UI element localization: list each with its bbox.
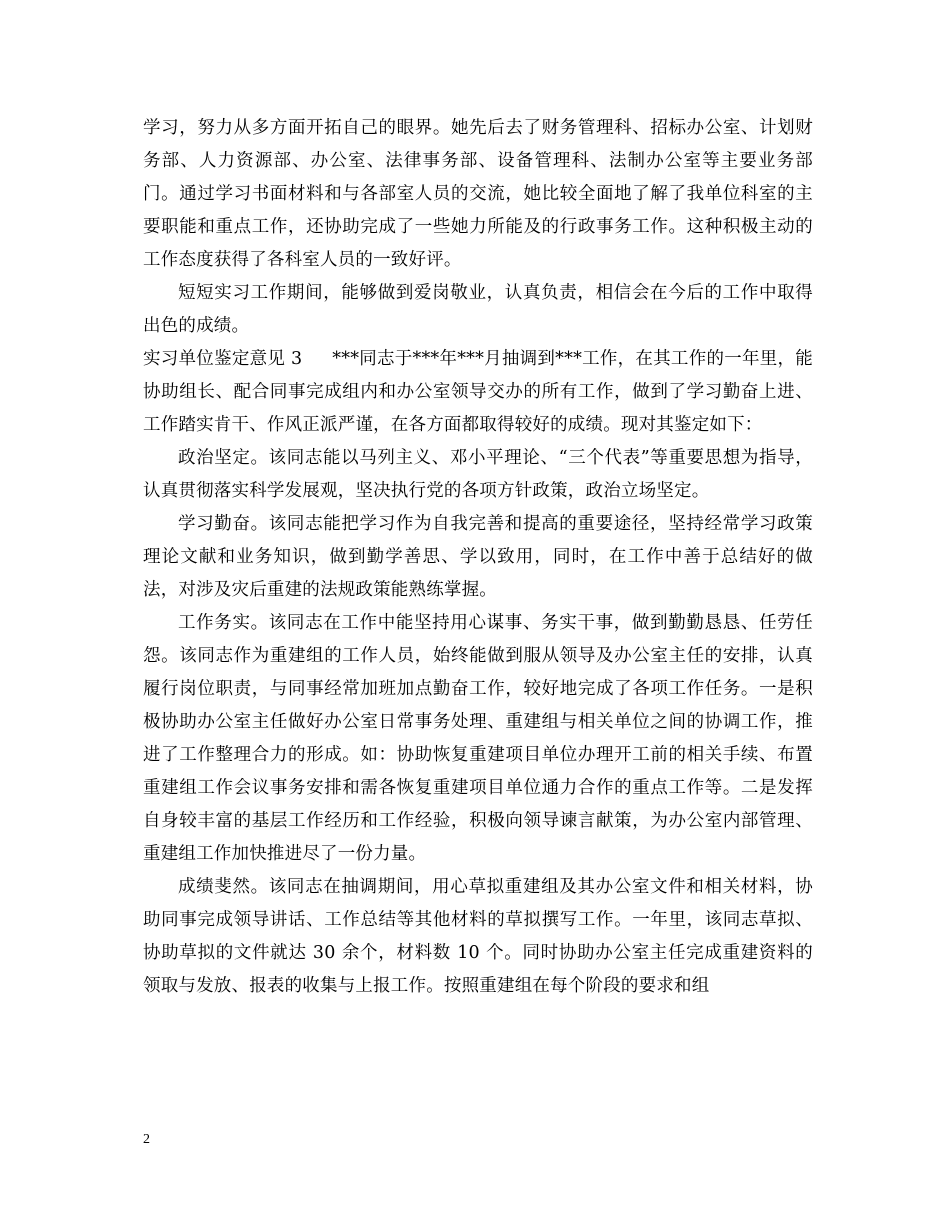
paragraph-achievements: 成绩斐然。该同志在抽调期间，用心草拟重建组及其办公室文件和相关材料，协助同事完成领导讲话、工作总结等其他材料的草拟撰写工作。一年里，该同志草拟、协助草拟的文件就达 30 余个，材料数 10 个。同时协助办公室主任完成重建资料的领取与发放、报表的收集与上报工作。按照重建组在每个阶段的要求和组 — [143, 877, 813, 996]
paragraph-work: 工作务实。该同志在工作中能坚持用心谋事、务实干事，做到勤勤恳恳、任劳任怨。该同志作为重建组的工作人员，始终能做到服从领导及办公室主任的安排，认真履行岗位职责，与同事经常加班加点勤奋工作，较好地完成了各项工作任务。一是积极协助办公室主任做好办公室日常事务处理、重建组与相关单位之间的协调工作，推进了工作整理合力的形成。如：协助恢复重建项目单位办理开工前的相关手续、布置重建组工作会议事务安排和需各恢复重建项目单位通力合作的重点工作等。二是发挥自身较丰富的基层工作经历和工作经验，积极向领导谏言献策，为办公室内部管理、重建组工作加快推进尽了一份力量。 — [143, 613, 813, 864]
paragraph-study: 学习勤奋。该同志能把学习作为自我完善和提高的重要途径，坚持经常学习政策理论文献和业务知识，做到勤学善思、学以致用，同时，在工作中善于总结好的做法，对涉及灾后重建的法规政策能熟练掌握。 — [143, 514, 813, 600]
paragraph-internship-summary: 短短实习工作期间，能够做到爱岗敬业，认真负责，相信会在今后的工作中取得出色的成绩。 — [143, 283, 813, 336]
page-number: 2 — [143, 1132, 150, 1147]
document-body — [143, 112, 813, 1003]
section-heading: 实习单位鉴定意见 3 — [143, 349, 303, 369]
paragraph-intro-continued: 学习，努力从多方面开拓自己的眼界。她先后去了财务管理科、招标办公室、计划财务部、人力资源部、办公室、法律事务部、设备管理科、法制办公室等主要业务部门。通过学习书面材料和与各部室人员的交流，她比较全面地了解了我单位科室的主要职能和重点工作，还协助完成了一些她力所能及的行政事务工作。这种积极主动的工作态度获得了各科室人员的一致好评。 — [143, 118, 813, 270]
paragraph-appraisal-text: ***同志于***年***月抽调到***工作，在其工作的一年里，能协助组长、配合同事完成组内和办公室领导交办的所有工作，做到了学习勤奋上进、工作踏实肯干、作风正派严谨，在各方面都取得较好的成绩。现对其鉴定如下： — [143, 349, 813, 435]
paragraph-political: 政治坚定。该同志能以马列主义、邓小平理论、“三个代表”等重要思想为指导，认真贯彻落实科学发展观，坚决执行党的各项方针政策，政治立场坚定。 — [143, 448, 813, 501]
paragraph-appraisal-opening — [143, 343, 813, 442]
